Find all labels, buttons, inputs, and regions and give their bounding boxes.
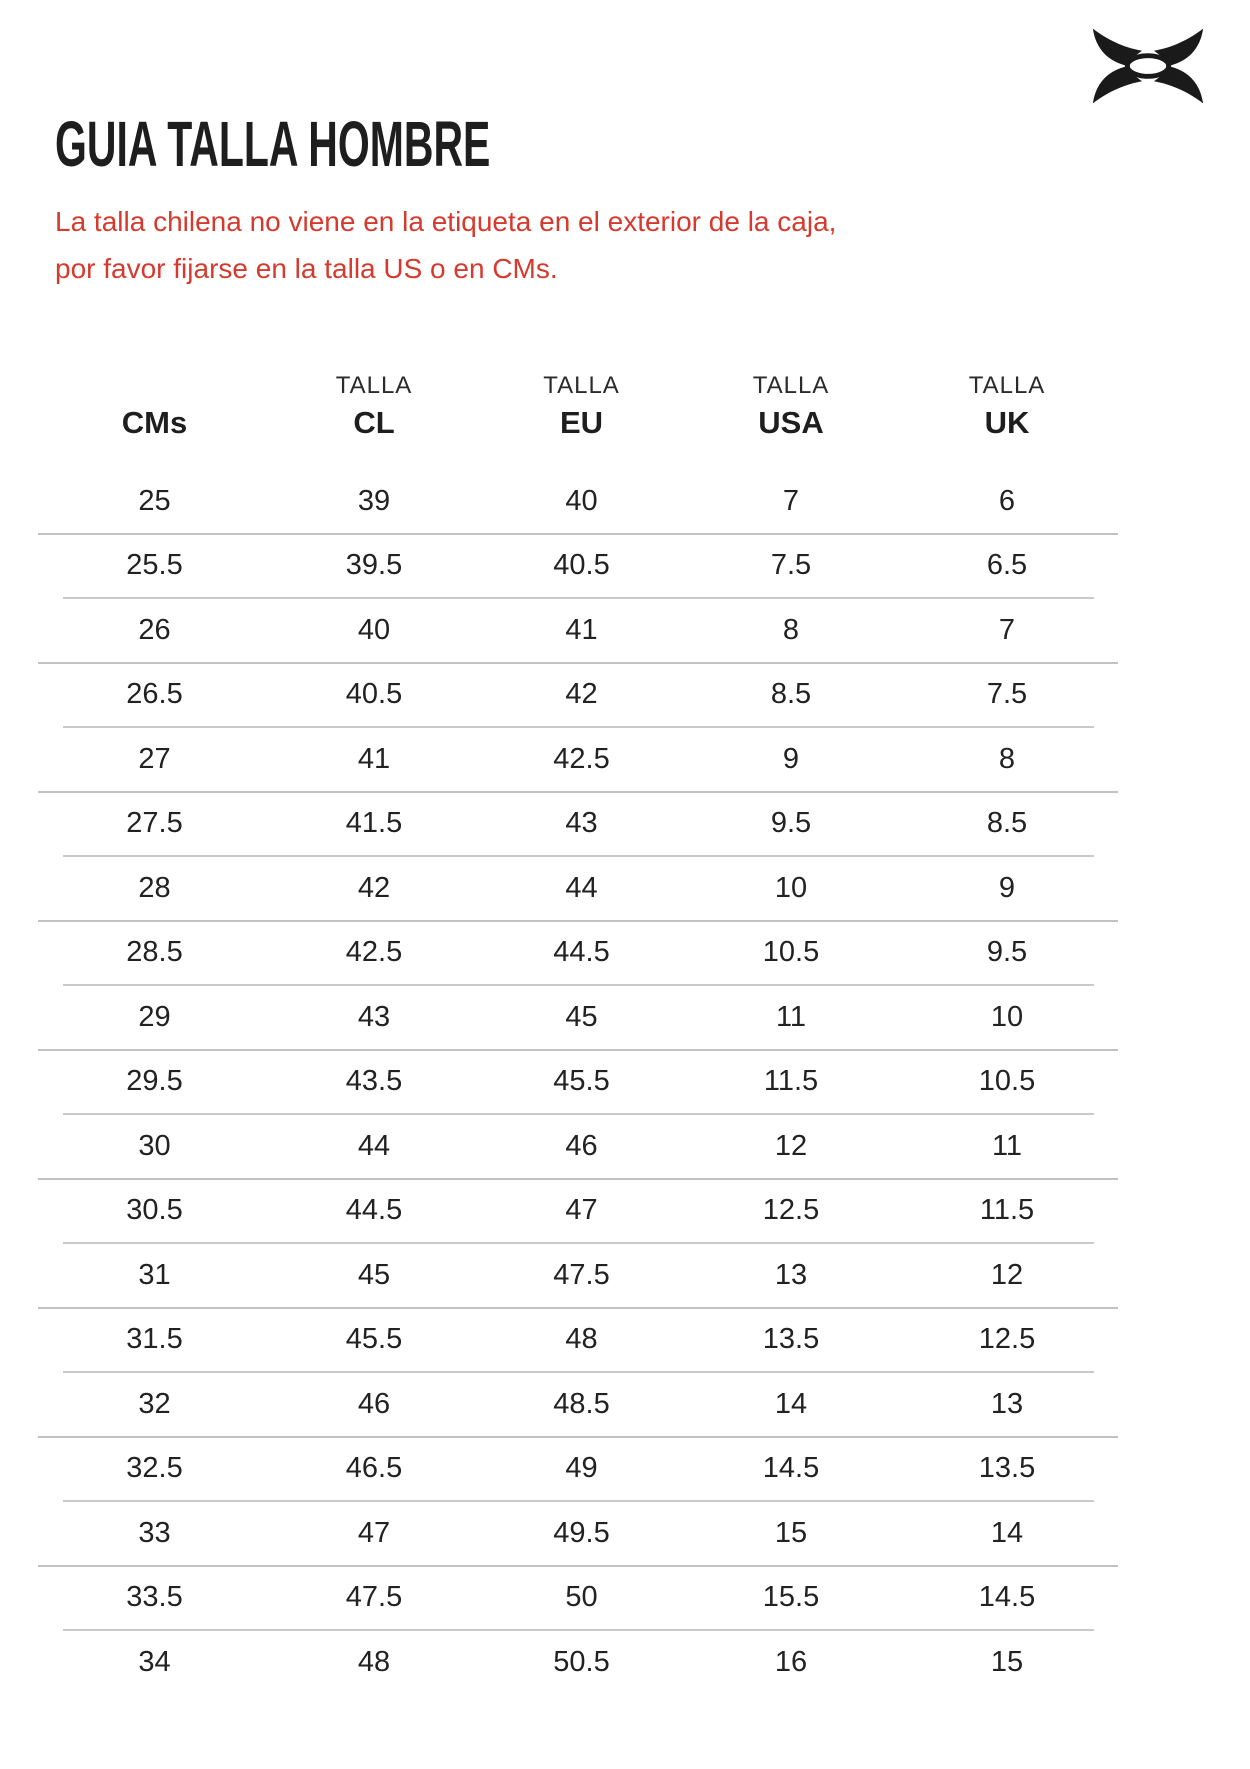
table-cell: 12 xyxy=(774,1129,808,1162)
table-cell: 14.5 xyxy=(762,1452,820,1485)
column-header-usa xyxy=(686,355,896,470)
table-cell: 42.5 xyxy=(553,742,610,775)
table-cell: 29.5 xyxy=(126,1065,183,1098)
table-cell: 40.5 xyxy=(345,678,403,711)
size-notice-line-2: por favor fijarse en la talla US o en CMs. xyxy=(55,253,558,284)
table-cell: 33.5 xyxy=(126,1581,183,1614)
table-cell: 48.5 xyxy=(553,1387,610,1420)
table-cell: 6 xyxy=(998,484,1016,517)
size-notice-line-1: La talla chilena no viene en la etiqueta en el exterior de la caja, xyxy=(55,206,837,237)
column-header-talla-label xyxy=(38,369,271,403)
table-cell: 11.5 xyxy=(763,1065,819,1098)
table-row xyxy=(38,1115,1118,1180)
table-cell: 50 xyxy=(565,1581,598,1614)
table-cell: 25.5 xyxy=(126,549,183,582)
table-row xyxy=(38,1567,1118,1632)
table-cell: 26 xyxy=(138,613,171,646)
column-header-cl xyxy=(271,355,477,470)
table-cell: 44.5 xyxy=(345,1194,403,1227)
table-cell: 15.5 xyxy=(762,1581,820,1614)
table-cell: 49.5 xyxy=(553,1516,610,1549)
table-header xyxy=(38,355,1118,470)
table-cell: 9 xyxy=(998,871,1016,904)
table-cell: 48 xyxy=(565,1323,598,1356)
table-row xyxy=(38,470,1118,535)
under-armour-logo-icon xyxy=(1085,26,1211,106)
table-cell: 30 xyxy=(138,1129,171,1162)
table-cell: 43 xyxy=(565,807,598,840)
table-cell: 47.5 xyxy=(345,1581,403,1614)
column-header-eu xyxy=(477,355,686,470)
table-row xyxy=(38,1502,1118,1567)
table-cell: 44.5 xyxy=(553,936,610,969)
table-cell: 42 xyxy=(565,678,598,711)
table-cell: 30.5 xyxy=(126,1194,183,1227)
table-row xyxy=(38,1180,1118,1245)
table-cell: 12 xyxy=(990,1258,1024,1291)
table-cell: 28.5 xyxy=(126,936,183,969)
table-cell: 41 xyxy=(357,742,391,775)
table-cell: 13.5 xyxy=(978,1452,1036,1485)
table-cell: 41.5 xyxy=(345,807,403,840)
table-cell: 31 xyxy=(138,1258,171,1291)
column-header-talla-label: TALLA xyxy=(752,372,830,399)
table-cell: 6.5 xyxy=(986,549,1028,582)
table-cell: 41 xyxy=(565,613,598,646)
table-row xyxy=(38,1244,1118,1309)
column-header-region-label: EU xyxy=(559,405,604,440)
size-notice xyxy=(55,198,836,292)
column-header-region-label: USA xyxy=(758,405,824,440)
table-cell: 39 xyxy=(357,484,391,517)
column-header-talla-label: TALLA xyxy=(335,372,413,399)
table-row xyxy=(38,1631,1118,1696)
column-header-region-label: CMs xyxy=(121,405,188,440)
table-cell: 40 xyxy=(565,484,598,517)
table-cell: 13 xyxy=(774,1258,808,1291)
table-cell: 46 xyxy=(565,1129,598,1162)
table-cell: 7.5 xyxy=(770,549,812,582)
table-cell: 10.5 xyxy=(762,936,820,969)
table-cell: 40.5 xyxy=(553,549,610,582)
table-cell: 27 xyxy=(138,742,171,775)
table-cell: 7 xyxy=(998,613,1016,646)
table-cell: 32 xyxy=(138,1387,171,1420)
table-cell: 9.5 xyxy=(770,807,812,840)
table-cell: 39.5 xyxy=(345,549,403,582)
page-title: GUIA TALLA HOMBRE xyxy=(55,108,491,180)
table-row xyxy=(38,535,1118,600)
table-cell: 45.5 xyxy=(553,1065,610,1098)
column-header-cms xyxy=(38,355,271,470)
column-header-talla-label: TALLA xyxy=(968,372,1046,399)
table-cell: 42.5 xyxy=(345,936,403,969)
column-header-uk xyxy=(896,355,1118,470)
table-cell: 14 xyxy=(774,1387,808,1420)
table-row xyxy=(38,922,1118,987)
table-cell: 48 xyxy=(357,1645,391,1678)
table-cell: 46.5 xyxy=(345,1452,403,1485)
table-cell: 46 xyxy=(357,1387,391,1420)
table-cell: 7.5 xyxy=(986,678,1028,711)
table-row xyxy=(38,1373,1118,1438)
table-cell: 33 xyxy=(138,1516,171,1549)
table-cell: 32.5 xyxy=(126,1452,183,1485)
table-cell: 25 xyxy=(138,484,171,517)
table-cell: 45.5 xyxy=(345,1323,403,1356)
table-row xyxy=(38,793,1118,858)
table-row xyxy=(38,986,1118,1051)
table-cell: 15 xyxy=(990,1645,1024,1678)
table-row xyxy=(38,728,1118,793)
table-cell: 16 xyxy=(774,1645,808,1678)
table-cell: 10.5 xyxy=(978,1065,1036,1098)
column-header-talla-label: TALLA xyxy=(543,372,620,399)
table-cell: 9 xyxy=(782,742,800,775)
table-cell: 43 xyxy=(357,1000,391,1033)
table-cell: 12.5 xyxy=(762,1194,820,1227)
table-cell: 13 xyxy=(990,1387,1024,1420)
table-cell: 15 xyxy=(774,1516,808,1549)
column-header-region-label: CL xyxy=(353,405,395,440)
table-cell: 29 xyxy=(138,1000,171,1033)
table-cell: 11 xyxy=(775,1000,807,1033)
table-cell: 10 xyxy=(990,1000,1024,1033)
table-cell: 9.5 xyxy=(986,936,1028,969)
size-guide-table xyxy=(38,355,1118,1696)
table-cell: 10 xyxy=(774,871,808,904)
table-cell: 42 xyxy=(357,871,391,904)
table-cell: 50.5 xyxy=(553,1645,610,1678)
table-cell: 14 xyxy=(990,1516,1024,1549)
column-header-region-label: UK xyxy=(984,405,1030,440)
table-cell: 43.5 xyxy=(345,1065,403,1098)
table-cell: 47 xyxy=(565,1194,598,1227)
table-cell: 11.5 xyxy=(979,1194,1035,1227)
table-cell: 12.5 xyxy=(978,1323,1036,1356)
table-cell: 27.5 xyxy=(126,807,183,840)
table-cell: 11 xyxy=(991,1129,1023,1162)
table-cell: 26.5 xyxy=(126,678,183,711)
table-row xyxy=(38,599,1118,664)
table-row xyxy=(38,857,1118,922)
table-cell: 28 xyxy=(138,871,171,904)
table-row xyxy=(38,664,1118,729)
table-cell: 31.5 xyxy=(126,1323,183,1356)
table-cell: 45 xyxy=(357,1258,391,1291)
table-cell: 49 xyxy=(565,1452,598,1485)
table-cell: 47 xyxy=(357,1516,391,1549)
table-row xyxy=(38,1309,1118,1374)
table-cell: 34 xyxy=(138,1645,171,1678)
table-cell: 7 xyxy=(782,484,800,517)
table-cell: 47.5 xyxy=(553,1258,610,1291)
table-cell: 13.5 xyxy=(762,1323,820,1356)
table-cell: 8.5 xyxy=(986,807,1028,840)
table-cell: 40 xyxy=(357,613,391,646)
table-row xyxy=(38,1051,1118,1116)
table-body xyxy=(38,470,1118,1696)
table-row xyxy=(38,1438,1118,1503)
table-cell: 8.5 xyxy=(770,678,812,711)
table-cell: 14.5 xyxy=(978,1581,1036,1614)
table-cell: 8 xyxy=(998,742,1016,775)
table-cell: 44 xyxy=(565,871,598,904)
table-cell: 8 xyxy=(782,613,800,646)
table-cell: 44 xyxy=(357,1129,391,1162)
table-cell: 45 xyxy=(565,1000,598,1033)
